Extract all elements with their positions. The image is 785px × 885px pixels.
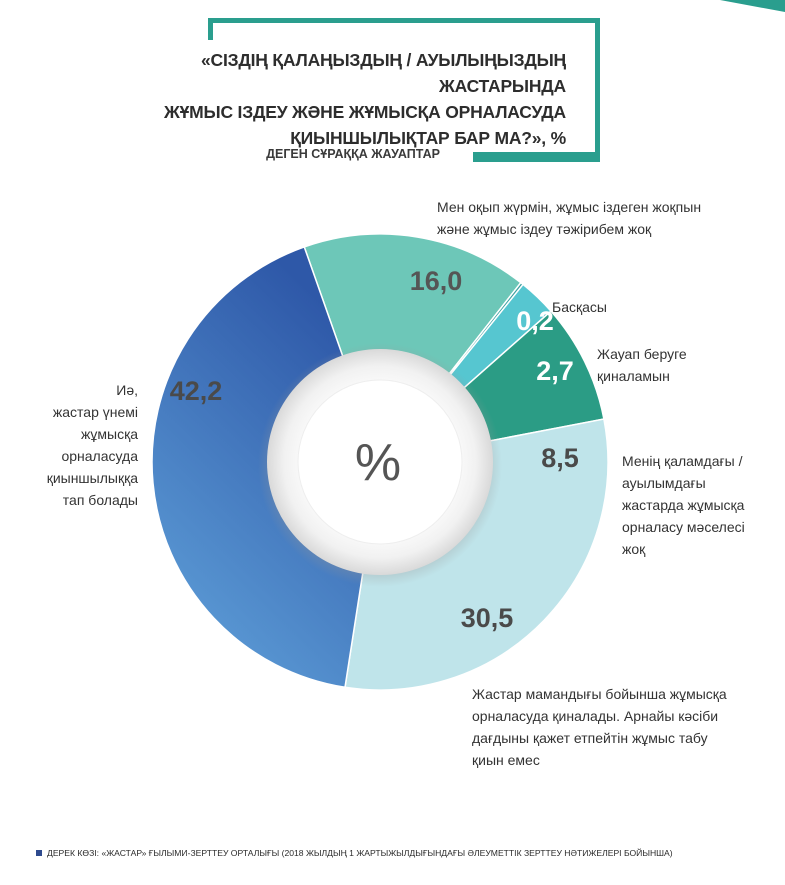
- slice-value-other: 0,2: [516, 306, 554, 336]
- footer-text: ДЕРЕК КӨЗІ: «ЖАСТАР» ҒЫЛЫМИ-ЗЕРТТЕУ ОРТАЛЫҒЫ (2018 ЖЫЛДЫҢ 1 ЖАРТЫЖЫЛДЫҒЫНДАҒЫ ӘЛЕУМЕТТІК ЗЕРТТЕУ НӘТИЖЕЛЕРІ БОЙЫНША): [47, 848, 673, 858]
- chart-title: «СІЗДІҢ ҚАЛАҢЫЗДЫҢ / АУЫЛЫҢЫЗДЫҢ ЖАСТАРЫНДА ЖҰМЫС ІЗДЕУ ЖӘНЕ ЖҰМЫСҚА ОРНАЛАСУДА ҚИЫНШЫЛЫҚТАР БАР МА?», %: [163, 50, 566, 148]
- slice-label-other: Басқасы: [552, 299, 607, 315]
- slice-value-studying: 16,0: [409, 266, 463, 296]
- slice-value-no-problem: 8,5: [541, 443, 579, 473]
- slice-label-studying: Мен оқып жүрмін, жұмыс іздеген жоқпын және жұмыс іздеу тәжірибем жоқ: [437, 199, 702, 237]
- chart-subtitle: ДЕГЕН СҰРАҚҚА ЖАУАПТАР: [266, 147, 440, 161]
- slice-label-yes-always: Иә, жастар үнемі жұмысқа орналасуда қиыншылыққа тап болады: [46, 382, 138, 508]
- source-footer: [36, 848, 673, 858]
- slice-label-by-specialty: Жастар мамандығы бойынша жұмысқа орналасуда қиналады. Арнайы кәсіби дағдыны қажет етпейтін жұмыс табу қиын емес: [472, 686, 727, 768]
- slice-label-no-problem: Менің қаламдағы / ауылымдағы жастарда жұмысқа орналасу мәселесі жоқ: [622, 453, 745, 557]
- slice-value-by-specialty: 30,5: [460, 603, 514, 633]
- center-percent-symbol: %: [354, 434, 402, 492]
- slice-label-no-answer: Жауап беруге қиналамын: [597, 346, 687, 384]
- slice-value-yes-always: 42,2: [169, 376, 223, 406]
- slice-value-no-answer: 2,7: [536, 356, 574, 386]
- footer-square-icon: [36, 850, 42, 856]
